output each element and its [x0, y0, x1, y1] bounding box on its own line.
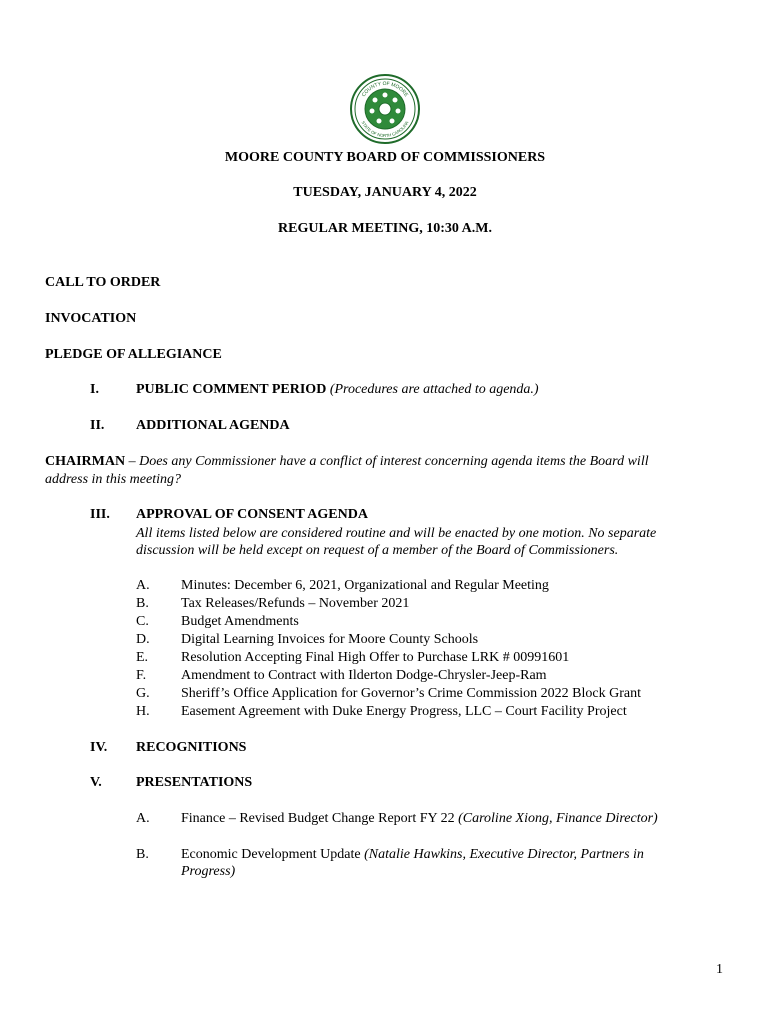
- presentation-item-note: (Natalie Hawkins, Executive Director, Partners in: [364, 847, 644, 862]
- consent-item-letter: B.: [136, 596, 149, 611]
- consent-item: Easement Agreement with Duke Energy Progress, LLC – Court Facility Project: [181, 704, 627, 719]
- board-title: MOORE COUNTY BOARD OF COMMISSIONERS: [224, 150, 546, 165]
- presentation-item-text: Economic Development Update: [181, 847, 365, 862]
- page-number: 1: [716, 962, 723, 977]
- presentation-item-note-line2: Progress): [181, 864, 236, 879]
- section-3-desc-line1: All items listed below are considered routine and will be enacted by one motion. No separate: [136, 526, 657, 541]
- presentation-item-letter: B.: [136, 847, 149, 862]
- chairman-label: CHAIRMAN: [45, 454, 126, 469]
- section-4-number: IV.: [90, 740, 108, 755]
- presentation-item-letter: A.: [136, 811, 150, 826]
- section-1-note: (Procedures are attached to agenda.): [329, 382, 539, 397]
- consent-item-letter: E.: [136, 650, 149, 665]
- seal-text-bottom: STATE OF NORTH CAROLINA: [360, 120, 410, 139]
- call-to-order: CALL TO ORDER: [45, 275, 161, 290]
- section-2-title: ADDITIONAL AGENDA: [136, 418, 290, 433]
- section-3-desc-line2: discussion will be held except on request of a member of the Board of Commissioners.: [136, 543, 619, 558]
- presentation-item: [181, 847, 644, 863]
- consent-item-letter: A.: [136, 578, 150, 593]
- section-5-title: PRESENTATIONS: [136, 775, 253, 790]
- section-2-number: II.: [90, 418, 105, 433]
- consent-item: Budget Amendments: [181, 614, 299, 629]
- pledge-of-allegiance: PLEDGE OF ALLEGIANCE: [45, 347, 222, 362]
- section-1-number: I.: [90, 382, 99, 397]
- consent-item: Amendment to Contract with Ilderton Dodge-Chrysler-Jeep-Ram: [181, 668, 547, 683]
- chairman-text-line2: address in this meeting?: [45, 472, 181, 487]
- consent-item-letter: G.: [136, 686, 150, 701]
- presentation-item: [181, 811, 658, 827]
- chairman-text-line1: – Does any Commissioner have a conflict of interest concerning agenda items the Board will: [125, 454, 649, 469]
- meeting-date: TUESDAY, JANUARY 4, 2022: [293, 185, 477, 200]
- consent-item: Resolution Accepting Final High Offer to Purchase LRK # 00991601: [181, 650, 570, 665]
- consent-item-letter: F.: [136, 668, 147, 683]
- section-3-title: APPROVAL OF CONSENT AGENDA: [136, 507, 368, 522]
- consent-item: Digital Learning Invoices for Moore County Schools: [181, 632, 479, 647]
- presentation-item-note: (Caroline Xiong, Finance Director): [458, 811, 658, 826]
- invocation: INVOCATION: [45, 311, 137, 326]
- consent-item-letter: D.: [136, 632, 150, 647]
- county-seal-logo: [349, 73, 421, 145]
- consent-item-letter: H.: [136, 704, 150, 719]
- chairman-statement: [45, 453, 649, 470]
- meeting-type: REGULAR MEETING, 10:30 A.M.: [278, 221, 492, 236]
- section-5-number: V.: [90, 775, 102, 790]
- consent-item-letter: C.: [136, 614, 149, 629]
- consent-item: Tax Releases/Refunds – November 2021: [181, 596, 410, 611]
- seal-text-top: COUNTY OF MOORE: [360, 80, 410, 99]
- section-1: [136, 381, 539, 398]
- consent-item: Minutes: December 6, 2021, Organizational and Regular Meeting: [181, 578, 549, 593]
- section-4-title: RECOGNITIONS: [136, 740, 247, 755]
- section-1-title: PUBLIC COMMENT PERIOD: [136, 382, 327, 397]
- presentation-item-text: Finance – Revised Budget Change Report FY 22: [181, 811, 459, 826]
- section-3-number: III.: [90, 507, 110, 522]
- consent-item: Sheriff’s Office Application for Governor’s Crime Commission 2022 Block Grant: [181, 686, 641, 701]
